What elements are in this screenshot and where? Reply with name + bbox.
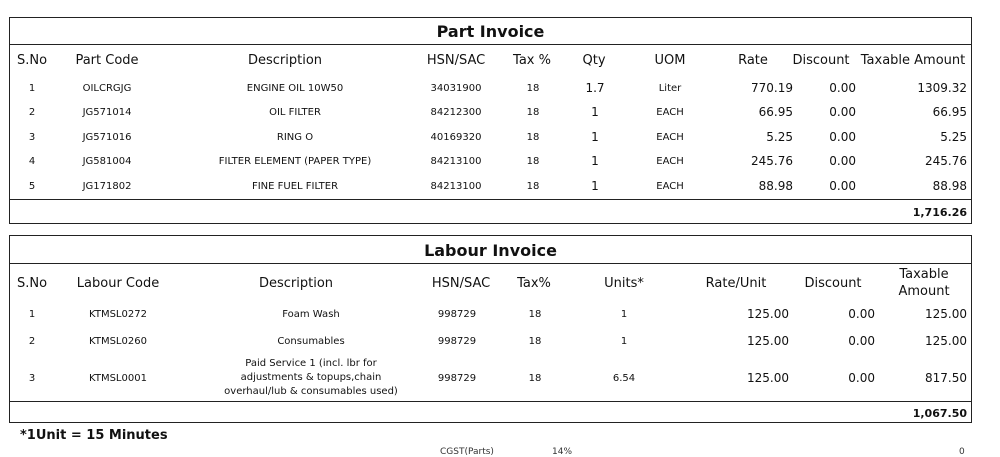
- col-header-taxable-amount-line2: Amount: [898, 284, 950, 299]
- col-header-tax: Tax %: [513, 53, 551, 68]
- table-cell-hsn: 84213100: [430, 181, 482, 192]
- table-cell-uom: EACH: [656, 132, 684, 143]
- col-header-sno: S.No: [17, 276, 48, 291]
- table-cell-amount: 817.50: [925, 371, 967, 385]
- col-header-discount: Discount: [792, 53, 850, 68]
- table-cell-tax: 18: [526, 107, 540, 118]
- table-cell-qty: 1: [591, 130, 599, 144]
- col-header-hsn: HSN/SAC: [426, 53, 486, 68]
- table-cell-amount: 125.00: [925, 307, 967, 321]
- table-cell-description-line3: overhaul/lub & consumables used): [224, 386, 398, 397]
- table-cell-uom: Liter: [658, 83, 682, 94]
- table-cell-tax: 18: [526, 83, 540, 94]
- table-cell-sno: 2: [28, 336, 36, 347]
- table-cell-discount: 0.00: [848, 307, 875, 321]
- divider: [10, 44, 971, 45]
- table-cell-discount: 0.00: [829, 154, 856, 168]
- table-cell-rate: 125.00: [747, 307, 789, 321]
- labour-invoice-title: Labour Invoice: [424, 241, 557, 260]
- table-cell-sno: 1: [28, 309, 36, 320]
- table-cell-units: 1: [620, 336, 628, 347]
- table-cell-uom: EACH: [656, 181, 684, 192]
- table-cell-description-line2: adjustments & topups,chain: [240, 372, 382, 383]
- table-cell-qty: 1: [591, 154, 599, 168]
- col-header-tax: Tax%: [517, 276, 551, 291]
- table-cell-discount: 0.00: [848, 334, 875, 348]
- table-cell-description: FINE FUEL FILTER: [251, 181, 339, 192]
- table-cell-qty: 1.7: [585, 81, 605, 95]
- table-cell-description: Foam Wash: [282, 309, 340, 320]
- cgst-label: CGST(Parts): [440, 447, 494, 457]
- table-cell-hsn: 40169320: [430, 132, 482, 143]
- table-cell-rate: 245.76: [751, 154, 793, 168]
- col-header-rate: Rate: [738, 53, 768, 68]
- labour-total: 1,067.50: [912, 407, 967, 420]
- table-cell-hsn: 84212300: [430, 107, 482, 118]
- table-cell-amount: 5.25: [940, 130, 967, 144]
- table-cell-discount: 0.00: [829, 81, 856, 95]
- table-cell-tax: 18: [526, 156, 540, 167]
- table-cell-sno: 3: [28, 373, 36, 384]
- table-cell-rate: 770.19: [751, 81, 793, 95]
- table-cell-qty: 1: [591, 105, 599, 119]
- table-cell-amount: 125.00: [925, 334, 967, 348]
- part-invoice-table: [9, 17, 972, 224]
- table-cell-units: 1: [620, 309, 628, 320]
- table-cell-hsn: 998729: [437, 336, 477, 347]
- col-header-units: Units*: [604, 276, 644, 291]
- table-cell-part-code: JG571016: [82, 132, 132, 143]
- table-cell-description-line1: Paid Service 1 (incl. lbr for: [245, 358, 377, 369]
- table-cell-hsn: 84213100: [430, 156, 482, 167]
- col-header-taxable-amount: Taxable: [899, 267, 949, 282]
- table-cell-part-code: JG171802: [82, 181, 132, 192]
- table-cell-discount: 0.00: [848, 371, 875, 385]
- table-cell-discount: 0.00: [829, 105, 856, 119]
- table-cell-units: 6.54: [612, 373, 636, 384]
- table-cell-labour-code: KTMSL0272: [89, 309, 147, 320]
- col-header-taxable-amount: Taxable Amount: [860, 53, 966, 68]
- divider: [10, 401, 971, 402]
- table-cell-sno: 3: [28, 132, 36, 143]
- table-cell-tax: 18: [526, 181, 540, 192]
- table-cell-description: RING O: [276, 132, 314, 143]
- table-cell-rate: 125.00: [747, 371, 789, 385]
- table-cell-sno: 2: [28, 107, 36, 118]
- col-header-hsn: HSN/SAC: [431, 276, 491, 291]
- table-cell-description: OIL FILTER: [269, 107, 321, 118]
- table-cell-sno: 4: [28, 156, 36, 167]
- part-invoice-title: Part Invoice: [436, 22, 545, 41]
- col-header-rate-unit: Rate/Unit: [705, 276, 767, 291]
- divider: [10, 199, 971, 200]
- table-cell-hsn: 34031900: [430, 83, 482, 94]
- table-cell-tax: 18: [528, 336, 542, 347]
- unit-footnote: *1Unit = 15 Minutes: [20, 428, 168, 443]
- table-cell-sno: 5: [28, 181, 36, 192]
- table-cell-part-code: OILCRGJG: [82, 83, 132, 94]
- table-cell-rate: 5.25: [766, 130, 793, 144]
- col-header-qty: Qty: [582, 53, 606, 68]
- table-cell-tax: 18: [526, 132, 540, 143]
- table-cell-amount: 66.95: [932, 105, 967, 119]
- divider: [10, 263, 971, 264]
- table-cell-rate: 125.00: [747, 334, 789, 348]
- table-cell-amount: 1309.32: [917, 81, 967, 95]
- table-cell-sno: 1: [28, 83, 36, 94]
- table-cell-amount: 245.76: [925, 154, 967, 168]
- table-cell-description: Consumables: [277, 336, 345, 347]
- table-cell-amount: 88.98: [932, 179, 967, 193]
- col-header-discount: Discount: [804, 276, 862, 291]
- table-cell-rate: 66.95: [758, 105, 793, 119]
- table-cell-part-code: JG571014: [82, 107, 132, 118]
- cgst-rate: 14%: [552, 447, 573, 457]
- cgst-value: 0: [959, 447, 965, 457]
- table-cell-tax: 18: [528, 309, 542, 320]
- col-header-uom: UOM: [654, 53, 686, 68]
- table-cell-description: ENGINE OIL 10W50: [246, 83, 344, 94]
- table-cell-description: FILTER ELEMENT (PAPER TYPE): [218, 156, 372, 167]
- table-cell-labour-code: KTMSL0260: [89, 336, 147, 347]
- table-cell-part-code: JG581004: [82, 156, 132, 167]
- table-cell-tax: 18: [528, 373, 542, 384]
- col-header-part-code: Part Code: [75, 53, 139, 68]
- part-total: 1,716.26: [912, 206, 967, 219]
- col-header-labour-code: Labour Code: [76, 276, 160, 291]
- table-cell-discount: 0.00: [829, 130, 856, 144]
- table-cell-discount: 0.00: [829, 179, 856, 193]
- labour-invoice-table: [9, 235, 972, 423]
- table-cell-labour-code: KTMSL0001: [89, 373, 147, 384]
- table-cell-rate: 88.98: [758, 179, 793, 193]
- table-cell-hsn: 998729: [437, 309, 477, 320]
- table-cell-qty: 1: [591, 179, 599, 193]
- col-header-sno: S.No: [17, 53, 48, 68]
- col-header-description: Description: [247, 53, 323, 68]
- col-header-description: Description: [258, 276, 334, 291]
- table-cell-hsn: 998729: [437, 373, 477, 384]
- table-cell-uom: EACH: [656, 156, 684, 167]
- table-cell-uom: EACH: [656, 107, 684, 118]
